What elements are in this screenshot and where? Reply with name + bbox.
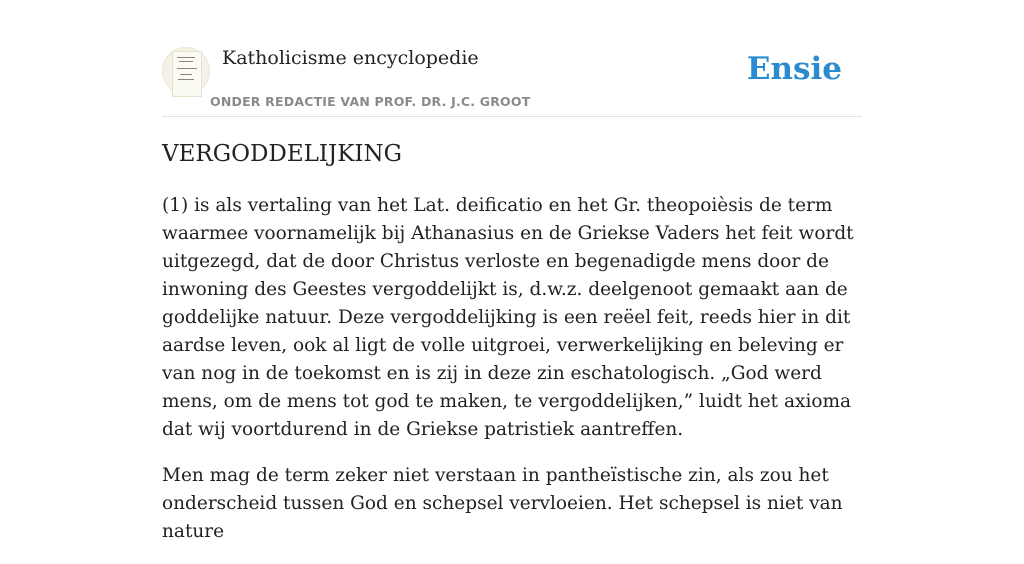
article-paragraph: Men mag de term zeker niet verstaan in pantheïstische zin, als zou het onderscheid tussen God en schepsel vervloeien. Het schepsel is niet van nature [162, 465, 843, 542]
article-body [162, 192, 862, 564]
site-title-link[interactable]: Katholicisme encyclopedie [222, 47, 479, 69]
ensie-logo[interactable]: Ensie [746, 51, 842, 87]
article-paragraph: (1) is als vertaling van het Lat. deificatio en het Gr. theopoièsis de term waarmee voornamelijk bij Athanasius en de Griekse Vaders het feit wordt uitgezegd, dat de door Christus verloste en begenadigde mens door de inwoning des Geestes vergoddelijkt is, d.w.z. deelgenoot gemaakt aan de goddelijke natuur. Deze vergoddelijking is een reëel feit, reeds hier in dit aardse leven, ook al ligt de volle uitgroei, verwerkelijking en beleving er van nog in de toekomst en is zij in deze zin eschatologisch. „God werd mens, om de mens tot god te maken, te vergoddelijken,” luidt het axioma dat wij voortdurend in de Griekse patristiek aantreffen. [162, 195, 854, 440]
entry-title: VERGODDELIJKING [162, 141, 402, 167]
site-header [162, 40, 862, 117]
book-cover-icon[interactable] [162, 47, 210, 95]
editor-credit: ONDER REDACTIE VAN PROF. DR. J.C. GROOT [210, 94, 531, 109]
book-cover-page [172, 51, 202, 97]
